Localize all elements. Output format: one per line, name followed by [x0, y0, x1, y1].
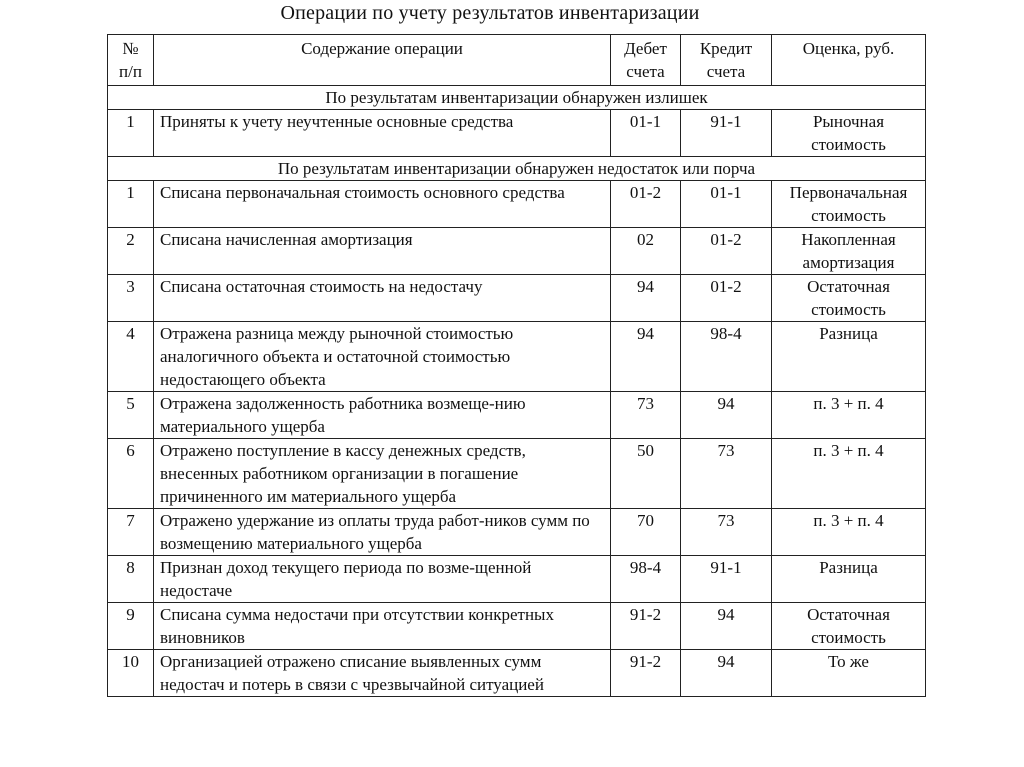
column-header-description: Содержание операции	[154, 35, 611, 86]
row-kredit-account: 01-2	[681, 275, 772, 322]
row-kredit-account: 94	[681, 603, 772, 650]
table-row	[108, 322, 926, 392]
row-debet-account: 70	[611, 509, 681, 556]
row-kredit-account: 91-1	[681, 110, 772, 157]
row-number: 4	[108, 322, 154, 392]
row-debet-account: 01-2	[611, 181, 681, 228]
table-row	[108, 228, 926, 275]
section-row	[108, 157, 926, 181]
row-evaluation: Первоначальная стоимость	[772, 181, 926, 228]
row-description: Списана первоначальная стоимость основного средства	[154, 181, 611, 228]
header-row	[108, 35, 926, 86]
row-description: Приняты к учету неучтенные основные средства	[154, 110, 611, 157]
section-heading: По результатам инвентаризации обнаружен недостаток или порча	[108, 157, 926, 181]
row-number: 6	[108, 439, 154, 509]
row-number: 8	[108, 556, 154, 603]
row-kredit-account: 98-4	[681, 322, 772, 392]
row-description: Списана начисленная амортизация	[154, 228, 611, 275]
row-debet-account: 98-4	[611, 556, 681, 603]
row-kredit-account: 73	[681, 509, 772, 556]
row-number: 2	[108, 228, 154, 275]
row-evaluation: п. 3 + п. 4	[772, 392, 926, 439]
row-evaluation: Остаточная стоимость	[772, 603, 926, 650]
row-kredit-account: 91-1	[681, 556, 772, 603]
row-evaluation: п. 3 + п. 4	[772, 509, 926, 556]
table-row	[108, 275, 926, 322]
row-kredit-account: 01-1	[681, 181, 772, 228]
inventory-operations-table	[107, 34, 926, 697]
row-debet-account: 94	[611, 322, 681, 392]
page-title: Операции по учету результатов инвентаризации	[280, 2, 700, 24]
row-description: Отражено поступление в кассу денежных средств, внесенных работником организации в погашение причиненного им материального ущерба	[154, 439, 611, 509]
row-evaluation: Рыночная стоимость	[772, 110, 926, 157]
row-evaluation: Разница	[772, 556, 926, 603]
row-evaluation: Остаточная стоимость	[772, 275, 926, 322]
table-row	[108, 392, 926, 439]
table-body	[108, 86, 926, 697]
row-description: Отражена задолженность работника возмеще-нию материального ущерба	[154, 392, 611, 439]
row-evaluation: То же	[772, 650, 926, 697]
row-number: 1	[108, 181, 154, 228]
row-evaluation: Разница	[772, 322, 926, 392]
table-row	[108, 509, 926, 556]
column-header-number: № п/п	[108, 35, 154, 86]
table-row	[108, 603, 926, 650]
row-debet-account: 94	[611, 275, 681, 322]
row-debet-account: 91-2	[611, 603, 681, 650]
table-row	[108, 439, 926, 509]
table-row	[108, 556, 926, 603]
row-debet-account: 02	[611, 228, 681, 275]
row-kredit-account: 01-2	[681, 228, 772, 275]
column-header-debet: Дебет счета	[611, 35, 681, 86]
row-number: 5	[108, 392, 154, 439]
column-header-kredit: Кредит счета	[681, 35, 772, 86]
row-kredit-account: 73	[681, 439, 772, 509]
row-number: 9	[108, 603, 154, 650]
section-row	[108, 86, 926, 110]
row-description: Признан доход текущего периода по возме-щенной недостаче	[154, 556, 611, 603]
row-debet-account: 73	[611, 392, 681, 439]
row-kredit-account: 94	[681, 650, 772, 697]
column-header-evaluation: Оценка, руб.	[772, 35, 926, 86]
row-number: 1	[108, 110, 154, 157]
row-number: 10	[108, 650, 154, 697]
row-number: 3	[108, 275, 154, 322]
row-description: Отражено удержание из оплаты труда работ-ников сумм по возмещению материального ущерба	[154, 509, 611, 556]
section-heading: По результатам инвентаризации обнаружен излишек	[108, 86, 926, 110]
table-row	[108, 650, 926, 697]
row-kredit-account: 94	[681, 392, 772, 439]
table-row	[108, 181, 926, 228]
row-description: Отражена разница между рыночной стоимостью аналогичного объекта и остаточной стоимостью недостающего объекта	[154, 322, 611, 392]
row-evaluation: Накопленная амортизация	[772, 228, 926, 275]
row-evaluation: п. 3 + п. 4	[772, 439, 926, 509]
row-debet-account: 91-2	[611, 650, 681, 697]
row-description: Организацией отражено списание выявленных сумм недостач и потерь в связи с чрезвычайной ситуацией	[154, 650, 611, 697]
table-row	[108, 110, 926, 157]
row-debet-account: 01-1	[611, 110, 681, 157]
row-debet-account: 50	[611, 439, 681, 509]
row-description: Списана остаточная стоимость на недостачу	[154, 275, 611, 322]
row-description: Списана сумма недостачи при отсутствии конкретных виновников	[154, 603, 611, 650]
row-number: 7	[108, 509, 154, 556]
